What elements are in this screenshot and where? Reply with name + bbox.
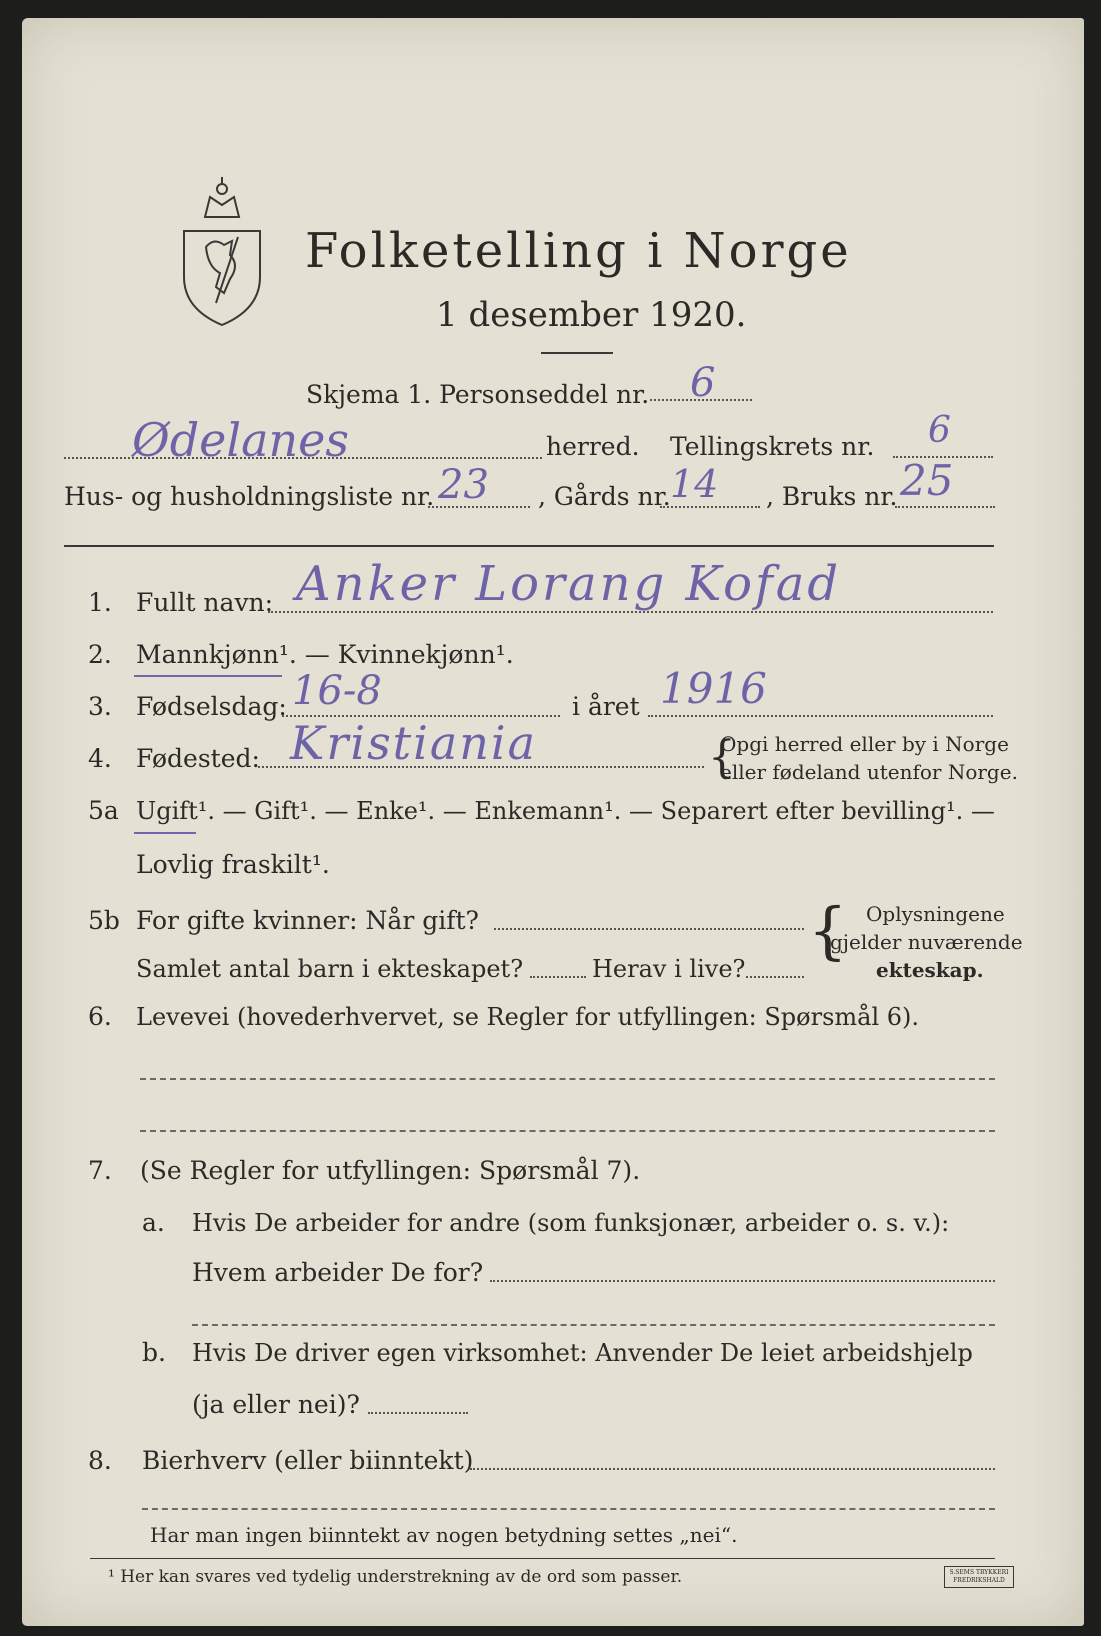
q5b-note-line2: gjelder nuværende: [830, 930, 1023, 954]
q8-note: Har man ingen biinntekt av nogen betydning settes „nei“.: [150, 1523, 738, 1547]
q5b-note-line3: ekteskap.: [876, 958, 984, 982]
q5b-alive-label: Herav i live?: [592, 955, 746, 983]
full-name-value[interactable]: Anker Lorang Kofad: [296, 556, 842, 612]
birthplace-value[interactable]: Kristiania: [290, 716, 538, 770]
q7-number: 7.: [88, 1156, 112, 1185]
q7a-label: Hvis De arbeider for andre (som funksjonær, arbeider o. s. v.):: [192, 1209, 950, 1237]
q7-label: (Se Regler for utfyllingen: Spørsmål 7).: [140, 1156, 641, 1185]
q8-label: Bierhverv (eller biinntekt): [142, 1446, 474, 1475]
q4-label: Fødested:: [136, 744, 260, 773]
printer-stamp: S.SEMS TRYKKERI FREDRIKSHALD: [944, 1566, 1014, 1588]
q4-number: 4.: [88, 744, 112, 773]
husholdningsliste-label: Hus- og husholdningsliste nr.: [64, 482, 435, 511]
q5a-options-line2: Lovlig fraskilt¹.: [136, 850, 330, 879]
footer-divider: [90, 1558, 995, 1559]
q2-number: 2.: [88, 640, 112, 669]
q4-note-line2: eller fødeland utenfor Norge.: [720, 760, 1018, 784]
bruks-value[interactable]: 25: [900, 456, 954, 505]
q2-gender-options: Mannkjønn¹. — Kvinnekjønn¹.: [136, 640, 514, 669]
q8-number: 8.: [88, 1446, 112, 1475]
norway-coat-of-arms-icon: [180, 175, 264, 327]
q7b-letter: b.: [142, 1338, 166, 1367]
census-date: 1 desember 1920.: [436, 295, 747, 335]
title-divider: [541, 352, 613, 354]
q7b-label: Hvis De driver egen virksomhet: Anvender De leiet arbeidshjelp: [192, 1339, 973, 1367]
q5b-number: 5b: [88, 906, 120, 935]
q6-number: 6.: [88, 1002, 112, 1031]
marital-underline: [134, 832, 196, 834]
q7a-who-label: Hvem arbeider De for?: [192, 1258, 484, 1287]
gender-underline: [134, 675, 282, 677]
tellingskrets-value[interactable]: 6: [928, 410, 951, 451]
q3-number: 3.: [88, 692, 112, 721]
herred-label: herred.: [546, 432, 640, 461]
birthdate-value[interactable]: 16-8: [292, 668, 382, 714]
husholdningsliste-value[interactable]: 23: [438, 462, 489, 508]
q6-label: Levevei (hovederhvervet, se Regler for utfyllingen: Spørsmål 6).: [136, 1003, 920, 1031]
q6-answer-line2[interactable]: [140, 1130, 995, 1132]
q5b-children-label: Samlet antal barn i ekteskapet?: [136, 955, 524, 983]
q5a-number: 5a: [88, 796, 119, 825]
header-divider: [64, 545, 994, 547]
schema-label: Skjema 1. Personseddel nr.: [306, 380, 650, 409]
q3-label: Fødselsdag:: [136, 692, 287, 721]
q5a-options: Ugift¹. — Gift¹. — Enke¹. — Enkemann¹. — Separert efter bevilling¹. —: [136, 797, 995, 825]
footnote: ¹ Her kan svares ved tydelig understrekning av de ord som passer.: [108, 1567, 683, 1587]
bruks-label: , Bruks nr.: [766, 482, 898, 511]
q7b-yesno-label: (ja eller nei)?: [192, 1390, 360, 1419]
q1-number: 1.: [88, 588, 112, 617]
tellingskrets-label: Tellingskrets nr.: [670, 432, 875, 461]
personseddel-number[interactable]: 6: [690, 360, 716, 406]
form-title: Folketelling i Norge: [305, 223, 852, 279]
birth-year-value[interactable]: 1916: [660, 664, 767, 713]
q3-year-label: i året: [572, 692, 640, 721]
q7a-letter: a.: [142, 1208, 165, 1237]
gards-value[interactable]: 14: [670, 462, 719, 506]
q5b-label: For gifte kvinner: Når gift?: [136, 906, 479, 935]
q6-answer-line1[interactable]: [140, 1078, 995, 1080]
q5b-note-line1: Oplysningene: [866, 902, 1005, 926]
q1-label: Fullt navn:: [136, 588, 274, 617]
gards-label: , Gårds nr.: [538, 482, 671, 511]
herred-value[interactable]: Ødelanes: [132, 413, 349, 467]
q4-note-line1: Opgi herred eller by i Norge: [720, 732, 1009, 756]
